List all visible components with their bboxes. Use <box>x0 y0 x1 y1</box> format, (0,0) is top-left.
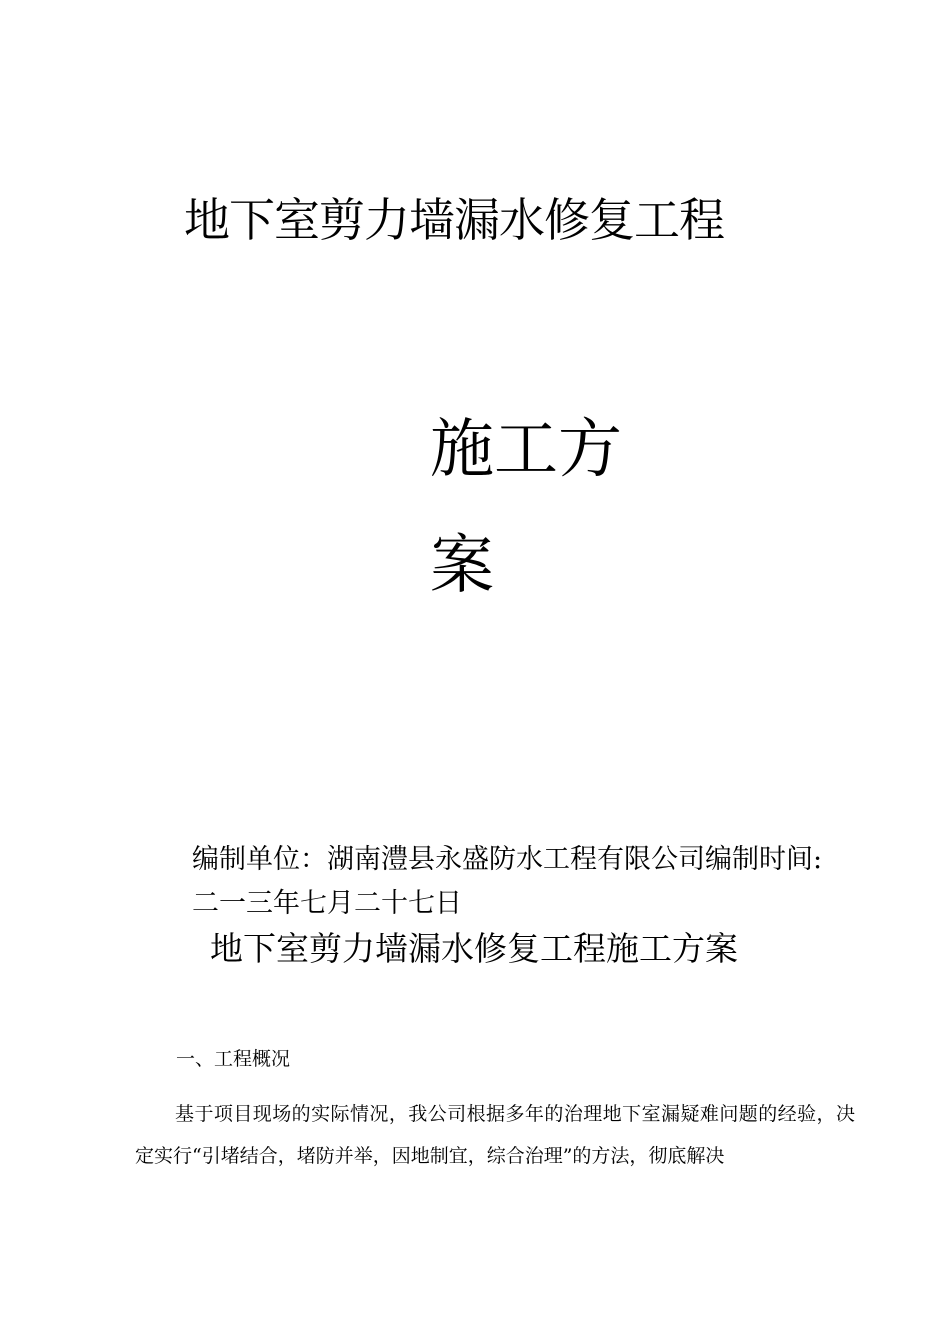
compiler-info <box>192 838 832 926</box>
body-paragraph: 基于项目现场的实际情况，我公司根据多年的治理地下室漏疑难问题的经验，决定实行“引堵结合，堵防并举，因地制宜，综合治理”的方法，彻底解决 <box>135 1103 855 1167</box>
date-value: 二一三年七月二十七日 <box>192 888 462 919</box>
section-title: 一、工程概况 <box>176 1048 291 1070</box>
compiler-label: 编制单位： <box>192 844 327 875</box>
cover-title: 地下室剪力墙漏水修复工程 <box>184 193 724 247</box>
compiler-value: 湖南澧县永盛防水工程有限公司 <box>327 844 705 875</box>
document-heading: 地下室剪力墙漏水修复工程施工方案 <box>210 929 738 968</box>
cover-subtitle-line1: 施工方 <box>430 413 622 487</box>
cover-subtitle-line2: 案 <box>430 529 494 603</box>
date-label: 编制时间: <box>705 844 823 875</box>
